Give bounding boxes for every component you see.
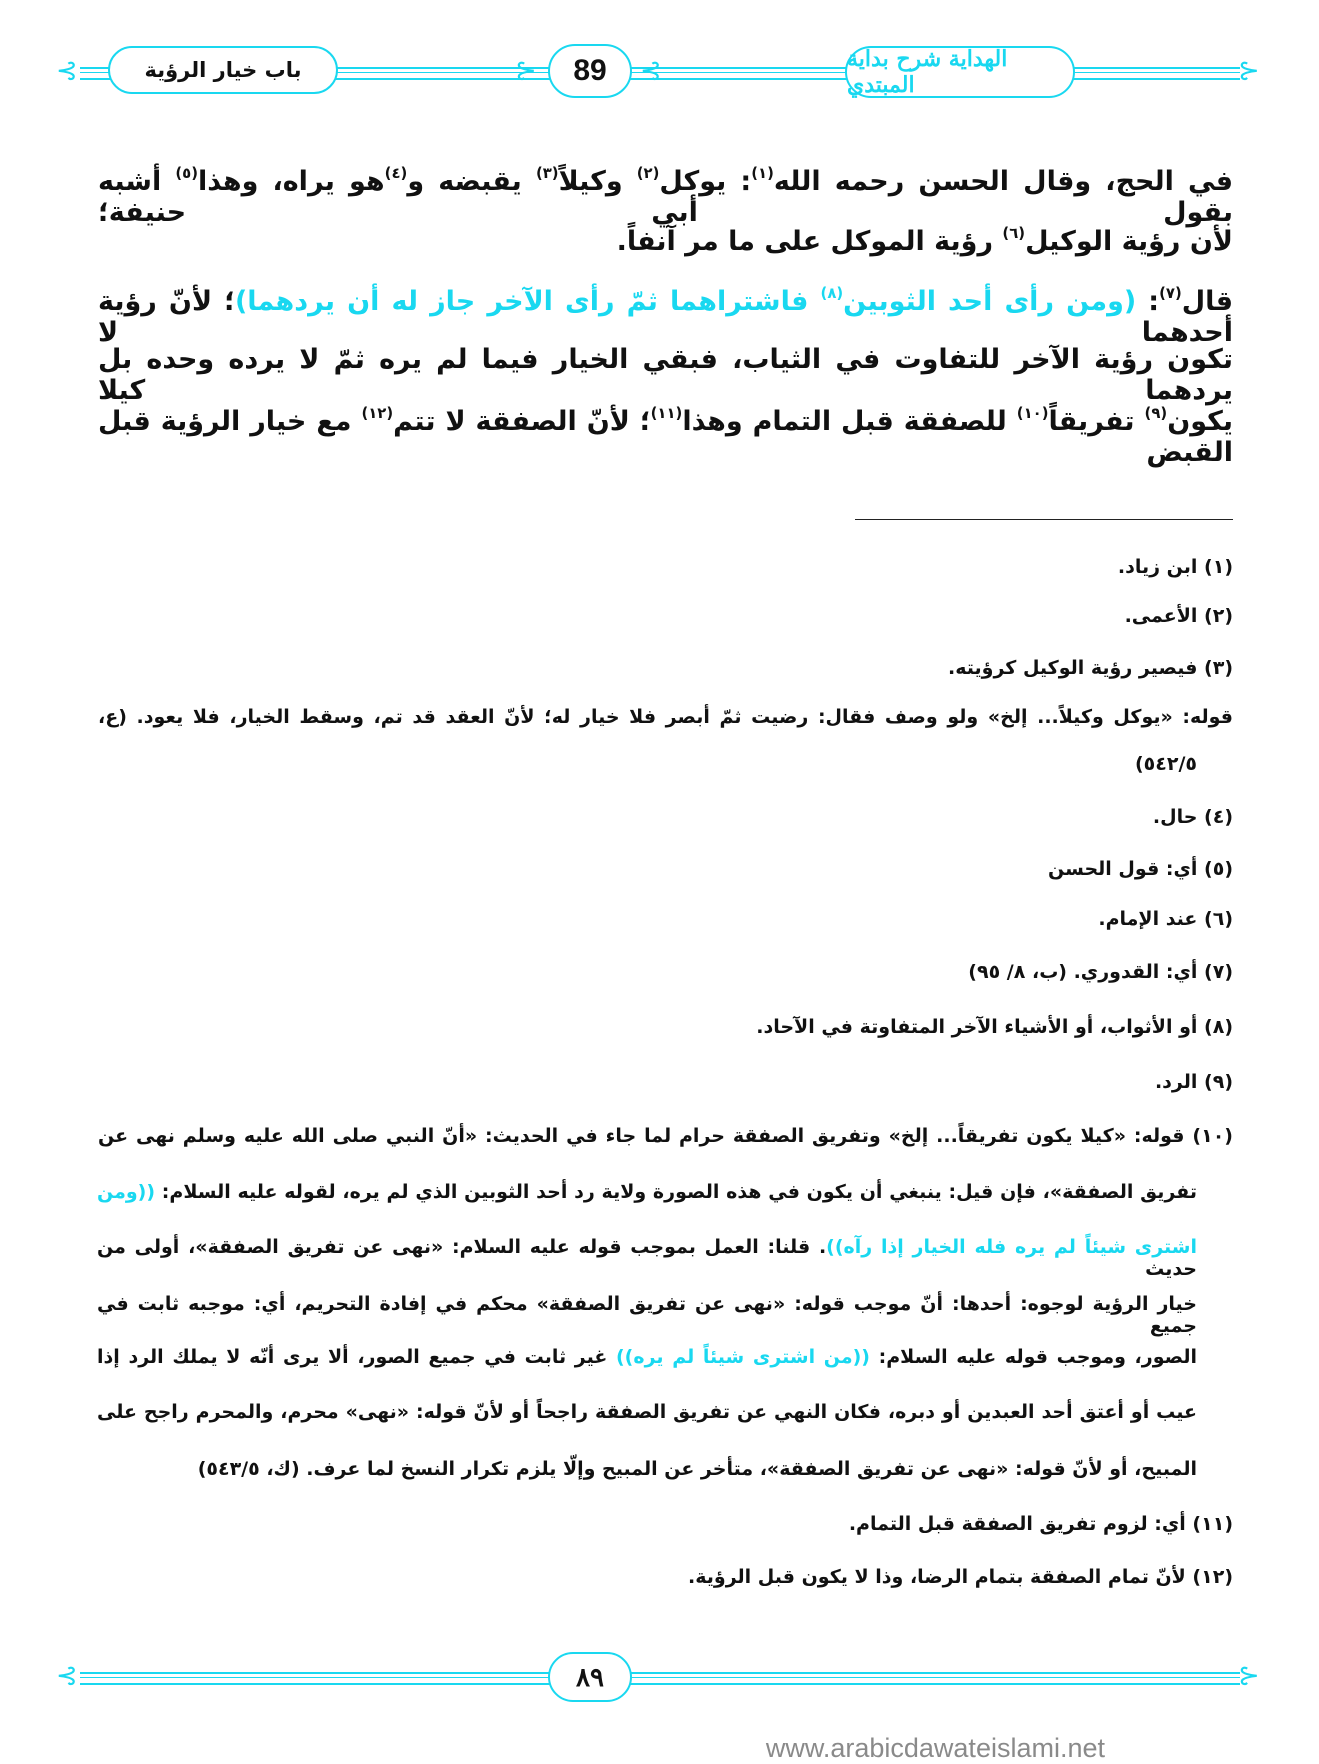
footer-rule — [80, 1672, 1240, 1685]
footer-page-number: ٨٩ — [576, 1661, 604, 1692]
text-run: وتفريق الصفقة حرام لما جاء في الحديث: «أنّ النبي صلى الله عليه وسلم نهى عن — [98, 1125, 889, 1147]
footnote-line — [98, 1071, 1233, 1093]
footnote-reference: ( $^١$ ) — [751, 164, 774, 182]
ornament-icon: ⊱ — [1238, 1661, 1260, 1691]
text-run: ولو وصف فقال: رضيت ثمّ أبصر فلا خيار له؛ لأنّ العقد قد تم، وسقط الخيار، فلا يعود. (ع، — [98, 706, 988, 728]
text-run: للصفقة قبل التمام وهذا — [682, 405, 1017, 437]
text-run: (٧) أي: القدوري. (ب، ٨/ ٩٥) — [968, 961, 1233, 983]
footnote-line — [98, 1125, 1233, 1147]
footnote-reference: ( $^٦$ ) — [1002, 224, 1025, 242]
text-run: وكيلاً — [558, 165, 637, 197]
text-line — [98, 284, 1233, 348]
footnote-reference: ( $^٩$ ) — [1145, 404, 1168, 422]
footnote-line — [98, 1016, 1233, 1038]
text-run: (٩) الرد. — [1154, 1071, 1233, 1093]
text-run: . قلنا: العمل بموجب قوله عليه السلام: «نهى عن تفريق الصفقة»، أولى من حديث — [97, 1236, 1197, 1280]
footnote-line — [97, 1236, 1197, 1280]
chapter-title-box — [108, 46, 338, 94]
quoted-text-highlight: ((ومن — [97, 1181, 156, 1203]
footnote-line — [98, 858, 1233, 880]
text-run: تفريقاً — [1048, 405, 1145, 437]
text-line — [98, 224, 1233, 257]
footnote-line — [97, 1458, 1197, 1480]
quoted-text-highlight: (ومن رأى أحد الثوبين — [843, 285, 1137, 317]
ornament-icon: ⊱ — [515, 56, 537, 86]
text-run: خيار الرؤية لوجوه: أحدها: أنّ موجب قوله: «نهى عن تفريق الصفقة» محكم في إفادة التحريم، أي: موجبه ثابت في جميع — [97, 1293, 1197, 1337]
ornament-icon: ⊰ — [640, 56, 662, 86]
ornament-icon: ⊰ — [56, 1661, 78, 1691]
footer-page-number-box — [548, 1652, 632, 1702]
text-line — [98, 404, 1233, 468]
text-run: المبيح، أو لأنّ قوله: «نهى عن تفريق الصفقة»، متأخر عن المبيح وإلّا يلزم تكرار النسخ لما عرف. (ك، ٥٤٣/٥) — [197, 1458, 1197, 1480]
text-run: الصور، وموجب قوله عليه السلام: — [869, 1346, 1197, 1368]
footnote-separator — [855, 519, 1233, 520]
text-run: (٥) أي: قول الحسن — [1048, 858, 1233, 880]
footnote-line — [98, 1566, 1233, 1588]
footnote-line — [97, 753, 1197, 775]
quoted-text-highlight: فاشتراهما ثمّ رأى الآخر جاز له أن يردهما) — [234, 285, 821, 317]
footnote-line — [98, 706, 1233, 728]
book-title: الهداية شرح بداية المبتدي — [847, 46, 1008, 98]
text-run: (٦) عند الإمام. — [1098, 908, 1233, 930]
text-run: ٥٤٢/٥) — [1134, 753, 1197, 775]
text-run: (١٠) — [1184, 1125, 1233, 1147]
footnote-line — [97, 1401, 1197, 1423]
text-run: عيب أو أعتق أحد العبدين أو دبره، فكان النهي عن تفريق الصفقة راجحاً أو لأنّ قوله: «نهى» محرم، والمحرم راجح على — [97, 1401, 1197, 1423]
footnote-line — [98, 961, 1233, 983]
book-title-box — [845, 46, 1075, 98]
text-run: (١٢) لأنّ تمام الصفقة بتمام الرضا، وذا لا يكون قبل الرؤية. — [688, 1566, 1233, 1588]
footnote-reference: ( $^{١١}$ ) — [651, 404, 683, 422]
footnote-line — [98, 605, 1233, 627]
footnote-line — [97, 1181, 1197, 1203]
text-run: أشبه بقول أبي حنيفة؛ — [98, 165, 1233, 228]
footnote-line — [98, 657, 1233, 679]
text-run: يقبضه و — [407, 165, 536, 197]
text-run: يكون — [1167, 405, 1233, 437]
footnote-reference: ( $^٥$ ) — [175, 164, 198, 182]
footnote-reference: ( $^٧$ ) — [1159, 284, 1182, 302]
footnote-line — [98, 556, 1233, 578]
text-run: غير ثابت في جميع الصور، ألا يرى أنّه لا يملك الرد إذا — [97, 1346, 616, 1368]
text-run: (١١) أي: لزوم تفريق الصفقة قبل التمام. — [848, 1513, 1233, 1535]
text-run: ؛ لأنّ رؤية أحدهما لا — [98, 285, 1233, 348]
page-number-box — [548, 44, 632, 98]
ornament-icon: ⊰ — [56, 56, 78, 86]
ornament-icon: ⊱ — [1238, 56, 1260, 86]
text-run: لأن رؤية الوكيل — [1025, 225, 1233, 257]
footnote-reference: ( $^٣$ ) — [536, 164, 559, 182]
footnote-reference: ( $^{١٠}$ ) — [1017, 404, 1049, 422]
footnote-reference: ( $^٤$ ) — [385, 164, 408, 182]
footnote-line — [98, 1513, 1233, 1535]
text-run: تكون رؤية الآخر للتفاوت في الثياب، فبقي الخيار فيما لم يره ثمّ لا يرده وحده بل يردهما كيلا — [98, 344, 1233, 406]
text-run: (٣) فيصير رؤية الوكيل كرؤيته. — [948, 657, 1233, 679]
text-run: : — [1136, 285, 1160, 317]
quoted-text-highlight: اشترى شيئاً لم يره فله الخيار إذا رآه)) — [826, 1236, 1197, 1258]
text-run: : يوكل — [659, 165, 752, 197]
footnote-reference: ( $^٨$ ) — [821, 284, 844, 302]
footnote-line — [98, 908, 1233, 930]
text-line — [98, 344, 1233, 406]
text-line — [98, 164, 1233, 228]
chapter-title: باب خيار الرؤية — [144, 58, 302, 82]
text-run: ؛ لأنّ الصفقة لا تتم — [393, 405, 651, 437]
footnote-line — [97, 1293, 1197, 1337]
text-run: (٨) أو الأثواب، أو الأشياء الآخر المتفاوتة في الآحاد. — [756, 1016, 1233, 1038]
watermark: www.arabicdawateislami.net — [765, 1733, 1105, 1763]
text-run: رؤية الموكل على ما مر آنفاً. — [616, 225, 1003, 257]
text-run: في الحج، وقال الحسن رحمه الله — [773, 165, 1234, 197]
commentary-lemma: قوله: «يوكل وكيلاً... إلخ» — [987, 706, 1234, 728]
footnote-line — [97, 1346, 1197, 1368]
commentary-lemma: قوله: «كيلا يكون تفريقاً... إلخ» — [888, 1125, 1185, 1147]
footnote-line — [98, 806, 1233, 828]
text-run: (١) ابن زياد. — [1117, 556, 1233, 578]
page-number: 89 — [573, 54, 607, 87]
footnote-reference: ( $^٢$ ) — [637, 164, 660, 182]
quoted-text-highlight: ((من اشترى شيئاً لم يره)) — [616, 1346, 870, 1368]
text-run: مع خيار الرؤية قبل القبض — [98, 405, 1233, 468]
text-run: تفريق الصفقة»، فإن قيل: ينبغي أن يكون في هذه الصورة ولاية رد أحد الثوبين الذي لم يره، لقوله عليه السلام: — [155, 1181, 1197, 1203]
text-run: هو يراه، وهذا — [198, 165, 385, 197]
text-run: (٢) الأعمى. — [1124, 605, 1233, 627]
footnote-reference: ( $^{١٢}$ ) — [361, 404, 393, 422]
text-run: (٤) حال. — [1152, 806, 1233, 828]
text-run: قال — [1181, 285, 1233, 317]
